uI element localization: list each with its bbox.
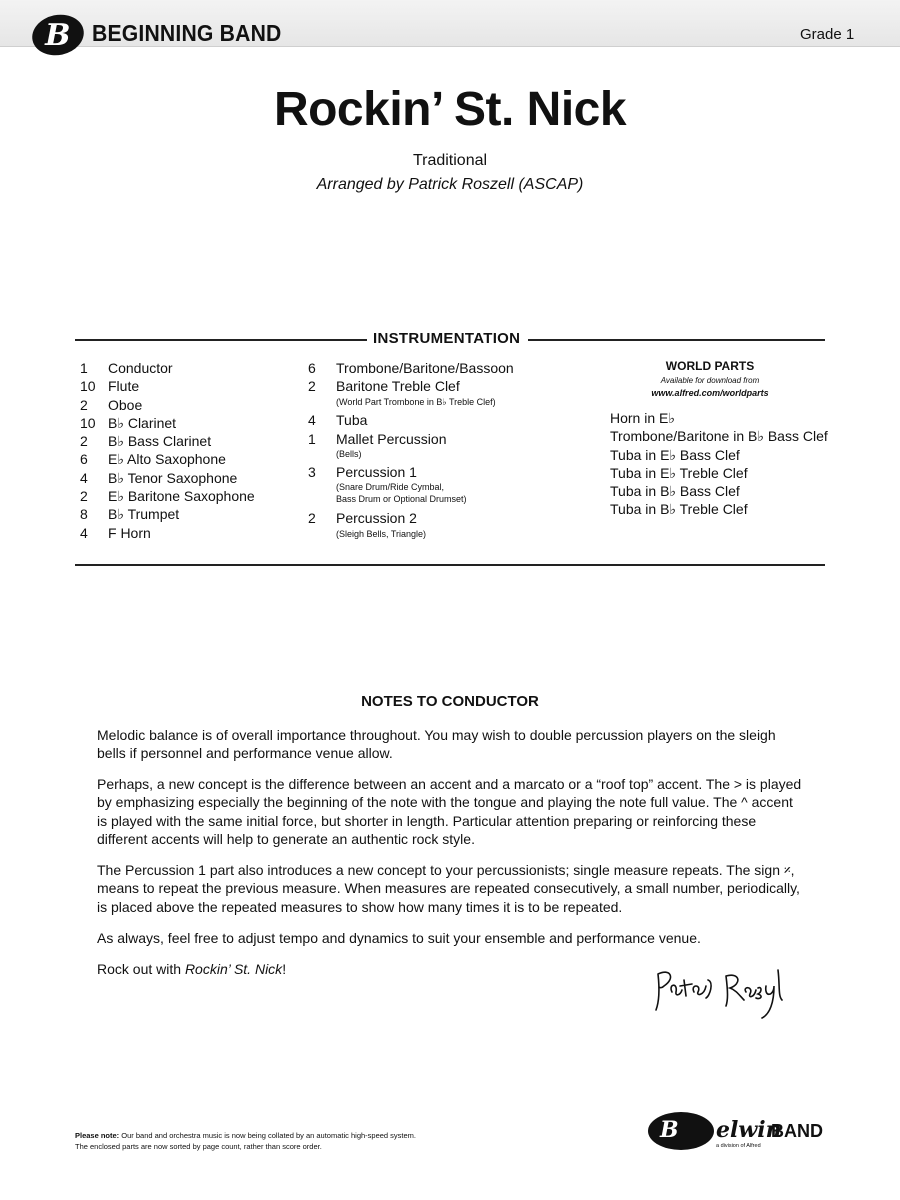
instrument-row: 1 Conductor (80, 360, 173, 376)
instrumentation-rule-left (75, 339, 367, 341)
belwin-logo-oval (648, 1112, 714, 1150)
belwin-logo-word: elwin (716, 1117, 782, 1143)
instrument-row: 3 Percussion 1 (308, 464, 417, 481)
notes-paragraph-5: Rock out with Rockin’ St. Nick! (97, 961, 287, 977)
page-title: Rockin’ St. Nick (273, 83, 627, 136)
instrument-row: 10 Flute (80, 378, 140, 395)
instrumentation-rule-right (528, 339, 825, 341)
logo-letter: B (45, 17, 71, 53)
world-part-item: Tuba in E♭ Bass Clef (610, 446, 740, 463)
belwin-logo-subtitle: a division of Alfred (716, 1143, 761, 1149)
world-parts-heading: WORLD PARTS (665, 359, 755, 373)
arranger: Arranged by Patrick Roszell (ASCAP) (316, 176, 584, 193)
notes-paragraph-2: Perhaps, a new concept is the difference between an accent and a marcato or a “roof top” accent. The > is played by emphasizing especially the beginning of the note with the tongue and playing the note full value. The ^ accent is played with the same initial force, but shorter in length. Particular attention preparing or reinforcing these different accents will help to generate an authentic rock style. (97, 776, 802, 847)
instrument-note: (World Part Trombone in B♭ Treble Clef) (336, 396, 496, 407)
notes-paragraph-4: As always, feel free to adjust tempo and dynamics to suit your ensemble and performance venue. (97, 930, 701, 946)
instrument-row: 2 B♭ Bass Clarinet (80, 433, 212, 450)
arranger-signature (650, 962, 800, 1022)
instrument-row: 6 E♭ Alto Saxophone (80, 451, 226, 468)
belwin-logo-initial: B (660, 1117, 679, 1143)
footer-note: Please note: Our band and orchestra music is now being collated by an automatic high-speed system. The enclosed parts are now sorted by page count, rather than score order. (75, 1131, 417, 1151)
instrument-row: 6 Trombone/Baritone/Bassoon (308, 360, 514, 376)
world-part-item: Trombone/Baritone in B♭ Bass Clef (610, 428, 828, 445)
instrument-list-1 (80, 359, 255, 542)
instrument-row: 2 E♭ Baritone Saxophone (80, 488, 255, 505)
world-parts-list (610, 409, 828, 519)
instrument-row: 2 Oboe (80, 396, 143, 413)
world-part-item: Horn in E♭ (610, 410, 675, 426)
instrument-list-2 (308, 359, 514, 540)
notes-heading: NOTES TO CONDUCTOR (361, 693, 539, 710)
instrument-note: (Snare Drum/Ride Cymbal, (336, 482, 445, 493)
belwin-band-logo (648, 1112, 838, 1154)
world-parts-availability: Available for download from (660, 376, 760, 385)
world-part-item: Tuba in E♭ Treble Clef (610, 464, 748, 481)
notes-paragraph-3: The Percussion 1 part also introduces a new concept to your percussionists; single measure repeats. The sign 𝄎, means to repeat the previous measure. When measures are repeated consecutively, a small number, periodically, is placed above the repeated measures to show how many times it is to be repeated. (97, 862, 800, 915)
instrument-note: Bass Drum or Optional Drumset) (336, 494, 467, 505)
world-part-item: Tuba in B♭ Treble Clef (610, 501, 748, 518)
piece-title-italic: Rockin’ St. Nick (184, 961, 283, 977)
series-title: BEGINNING BAND (92, 20, 282, 46)
belwin-logo-band: BAND (771, 1121, 823, 1141)
instrumentation-rule-bottom (75, 564, 825, 566)
notes-paragraph-1: Melodic balance is of overall importance throughout. You may wish to double percussion players on the sleigh bells if personnel and performance venue allow. (97, 727, 776, 762)
instrument-row: 10 B♭ Clarinet (80, 414, 177, 431)
instrument-row: 2 Baritone Treble Clef (308, 378, 460, 395)
composer: Traditional (412, 152, 488, 169)
grade-label: Grade 1 (800, 26, 855, 43)
instrument-row: 8 B♭ Trumpet (80, 506, 180, 523)
instrument-row: 2 Percussion 2 (308, 510, 417, 527)
instrument-note: (Sleigh Bells, Triangle) (336, 528, 427, 539)
world-part-item: Tuba in B♭ Bass Clef (610, 483, 740, 500)
instrument-row: 4 F Horn (80, 524, 151, 541)
instrumentation-heading: INSTRUMENTATION (373, 330, 521, 347)
instrument-note: (Bells) (336, 449, 362, 460)
instrument-row: 4 Tuba (308, 411, 368, 428)
instrument-row: 4 B♭ Tenor Saxophone (80, 469, 238, 486)
instrument-row: 1 Mallet Percussion (308, 430, 447, 447)
world-parts-url[interactable]: www.alfred.com/worldparts (651, 388, 769, 398)
